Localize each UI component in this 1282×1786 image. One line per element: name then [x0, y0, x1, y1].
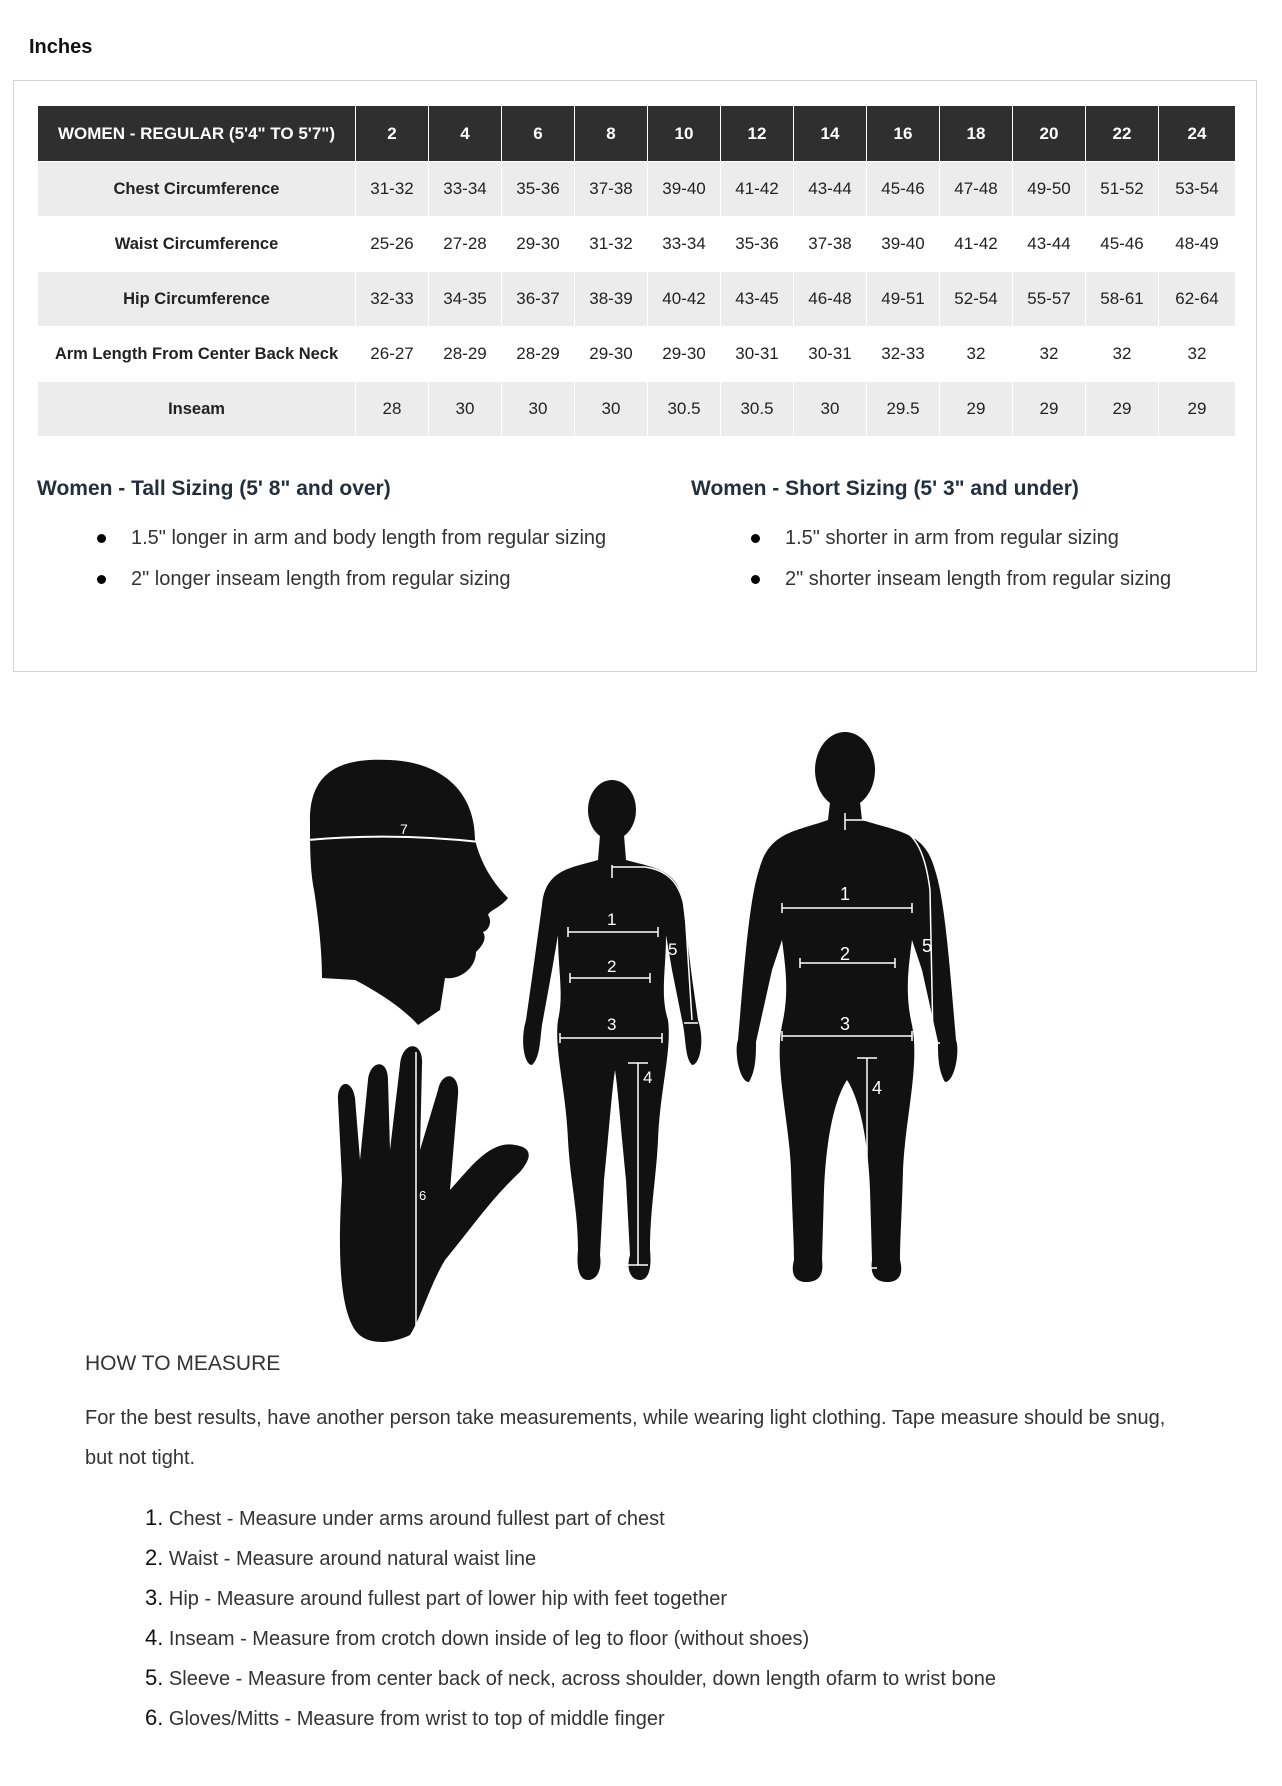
- table-cell: 28-29: [502, 327, 575, 382]
- how-to-measure-intro: For the best results, have another person take measurements, while wearing light clothing. Tape measure should be snug, but not tight.: [85, 1407, 1166, 1469]
- head-measure-label: 7: [400, 821, 408, 837]
- step-text: Inseam - Measure from crotch down inside of leg to floor (without shoes): [168, 1628, 810, 1650]
- man-waist-label: 2: [840, 944, 851, 964]
- list-item-text: 1.5" shorter in arm from regular sizing: [785, 527, 1119, 549]
- size-header-row: [38, 106, 1236, 162]
- woman-waist-label: 2: [607, 957, 617, 976]
- woman-silhouette-icon: [523, 780, 701, 1280]
- list-item: [85, 1578, 1195, 1618]
- table-cell: 32: [1013, 327, 1086, 382]
- short-sizing-title: Women - Short Sizing (5' 3" and under): [691, 477, 1079, 500]
- list-item: [85, 1698, 1195, 1738]
- man-hip-label: 3: [840, 1014, 851, 1034]
- step-number: 4.: [145, 1625, 164, 1650]
- step-number: 5.: [145, 1665, 164, 1690]
- table-row: [38, 382, 1236, 437]
- row-label: Arm Length From Center Back Neck: [38, 327, 356, 382]
- size-header: 14: [794, 106, 867, 162]
- table-row: [38, 162, 1236, 217]
- table-cell: 35-36: [721, 217, 794, 272]
- size-header: 16: [867, 106, 940, 162]
- table-cell: 32: [940, 327, 1013, 382]
- step-text: Chest - Measure under arms around fullest part of chest: [168, 1508, 665, 1530]
- table-corner-header: WOMEN - REGULAR (5'4" TO 5'7"): [38, 106, 356, 162]
- table-cell: 27-28: [429, 217, 502, 272]
- bullet-icon: [97, 575, 106, 584]
- man-chest-label: 1: [840, 884, 851, 904]
- size-table: [37, 105, 1236, 437]
- table-cell: 28-29: [429, 327, 502, 382]
- table-cell: 30.5: [648, 382, 721, 437]
- table-cell: 28: [356, 382, 429, 437]
- table-cell: 43-44: [794, 162, 867, 217]
- table-cell: 33-34: [429, 162, 502, 217]
- table-cell: 48-49: [1159, 217, 1236, 272]
- list-item: [85, 1618, 1195, 1658]
- table-cell: 43-44: [1013, 217, 1086, 272]
- table-cell: 41-42: [940, 217, 1013, 272]
- table-cell: 37-38: [575, 162, 648, 217]
- head-silhouette-icon: [308, 760, 508, 1025]
- table-cell: 32-33: [867, 327, 940, 382]
- table-cell: 55-57: [1013, 272, 1086, 327]
- step-text: Sleeve - Measure from center back of neck, across shoulder, down length ofarm to wrist bone: [168, 1668, 996, 1690]
- step-number: 3.: [145, 1585, 164, 1610]
- table-cell: 32: [1159, 327, 1236, 382]
- table-cell: 33-34: [648, 217, 721, 272]
- table-cell: 45-46: [1086, 217, 1159, 272]
- table-row: [38, 217, 1236, 272]
- how-to-measure-section: [85, 1352, 1195, 1738]
- table-cell: 30: [502, 382, 575, 437]
- table-cell: 31-32: [356, 162, 429, 217]
- table-cell: 37-38: [794, 217, 867, 272]
- table-cell: 62-64: [1159, 272, 1236, 327]
- woman-sleeve-label: 5: [668, 940, 678, 959]
- table-cell: 46-48: [794, 272, 867, 327]
- table-cell: 31-32: [575, 217, 648, 272]
- list-item: [691, 568, 1171, 609]
- table-cell: 41-42: [721, 162, 794, 217]
- table-cell: 29-30: [575, 327, 648, 382]
- woman-inseam-label: 4: [643, 1068, 653, 1087]
- list-item: [85, 1498, 1195, 1538]
- tall-sizing-list: [37, 527, 606, 609]
- table-cell: 32-33: [356, 272, 429, 327]
- size-header: 6: [502, 106, 575, 162]
- table-cell: 29: [1159, 382, 1236, 437]
- step-number: 6.: [145, 1705, 164, 1730]
- woman-chest-label: 1: [607, 910, 617, 929]
- unit-label: Inches: [29, 36, 93, 58]
- list-item: [85, 1538, 1195, 1578]
- size-header: 8: [575, 106, 648, 162]
- table-cell: 53-54: [1159, 162, 1236, 217]
- hand-silhouette-icon: [338, 1046, 529, 1342]
- table-cell: 38-39: [575, 272, 648, 327]
- table-cell: 30: [575, 382, 648, 437]
- table-cell: 30.5: [721, 382, 794, 437]
- row-label: Waist Circumference: [38, 217, 356, 272]
- table-cell: 29.5: [867, 382, 940, 437]
- size-header: 18: [940, 106, 1013, 162]
- bullet-icon: [751, 575, 760, 584]
- table-row: [38, 327, 1236, 382]
- list-item: [85, 1658, 1195, 1698]
- table-cell: 29-30: [648, 327, 721, 382]
- tall-sizing-title: Women - Tall Sizing (5' 8" and over): [37, 477, 391, 500]
- measurement-illustration: [300, 720, 1000, 1350]
- how-to-measure-heading: HOW TO MEASURE: [85, 1352, 281, 1375]
- table-cell: 30: [794, 382, 867, 437]
- table-cell: 30: [429, 382, 502, 437]
- table-cell: 43-45: [721, 272, 794, 327]
- table-cell: 29: [940, 382, 1013, 437]
- list-item: [37, 568, 606, 609]
- size-header: 2: [356, 106, 429, 162]
- list-item: [691, 527, 1171, 568]
- size-header: 22: [1086, 106, 1159, 162]
- size-header: 4: [429, 106, 502, 162]
- step-number: 2.: [145, 1545, 164, 1570]
- size-header: 20: [1013, 106, 1086, 162]
- row-label: Hip Circumference: [38, 272, 356, 327]
- table-cell: 29: [1013, 382, 1086, 437]
- man-inseam-label: 4: [872, 1078, 883, 1098]
- table-cell: 58-61: [1086, 272, 1159, 327]
- measure-steps-list: [85, 1498, 1195, 1738]
- table-cell: 45-46: [867, 162, 940, 217]
- step-text: Gloves/Mitts - Measure from wrist to top of middle finger: [168, 1708, 665, 1730]
- size-chart-panel: [13, 80, 1257, 672]
- row-label: Inseam: [38, 382, 356, 437]
- table-cell: 29: [1086, 382, 1159, 437]
- woman-hip-label: 3: [607, 1015, 617, 1034]
- step-number: 1.: [145, 1505, 164, 1530]
- size-header: 24: [1159, 106, 1236, 162]
- table-cell: 34-35: [429, 272, 502, 327]
- table-cell: 47-48: [940, 162, 1013, 217]
- table-cell: 49-51: [867, 272, 940, 327]
- table-cell: 25-26: [356, 217, 429, 272]
- list-item: [37, 527, 606, 568]
- short-sizing-list: [691, 527, 1171, 609]
- table-cell: 52-54: [940, 272, 1013, 327]
- glove-measure-label: 6: [419, 1188, 427, 1203]
- man-silhouette-icon: [737, 732, 958, 1282]
- size-header: 10: [648, 106, 721, 162]
- step-text: Hip - Measure around fullest part of lower hip with feet together: [168, 1588, 727, 1610]
- bullet-icon: [751, 534, 760, 543]
- table-cell: 39-40: [867, 217, 940, 272]
- table-cell: 30-31: [721, 327, 794, 382]
- table-cell: 35-36: [502, 162, 575, 217]
- list-item-text: 2" shorter inseam length from regular sizing: [785, 568, 1172, 590]
- table-cell: 40-42: [648, 272, 721, 327]
- table-cell: 29-30: [502, 217, 575, 272]
- table-cell: 49-50: [1013, 162, 1086, 217]
- table-cell: 30-31: [794, 327, 867, 382]
- man-sleeve-label: 5: [922, 936, 933, 956]
- bullet-icon: [97, 534, 106, 543]
- short-sizing: [691, 477, 1171, 609]
- step-text: Waist - Measure around natural waist line: [168, 1548, 537, 1570]
- list-item-text: 1.5" longer in arm and body length from regular sizing: [131, 527, 607, 549]
- table-cell: 26-27: [356, 327, 429, 382]
- row-label: Chest Circumference: [38, 162, 356, 217]
- table-cell: 51-52: [1086, 162, 1159, 217]
- table-cell: 39-40: [648, 162, 721, 217]
- tall-sizing: [37, 477, 606, 609]
- table-row: [38, 272, 1236, 327]
- table-cell: 36-37: [502, 272, 575, 327]
- size-header: 12: [721, 106, 794, 162]
- table-cell: 32: [1086, 327, 1159, 382]
- list-item-text: 2" longer inseam length from regular sizing: [131, 568, 511, 590]
